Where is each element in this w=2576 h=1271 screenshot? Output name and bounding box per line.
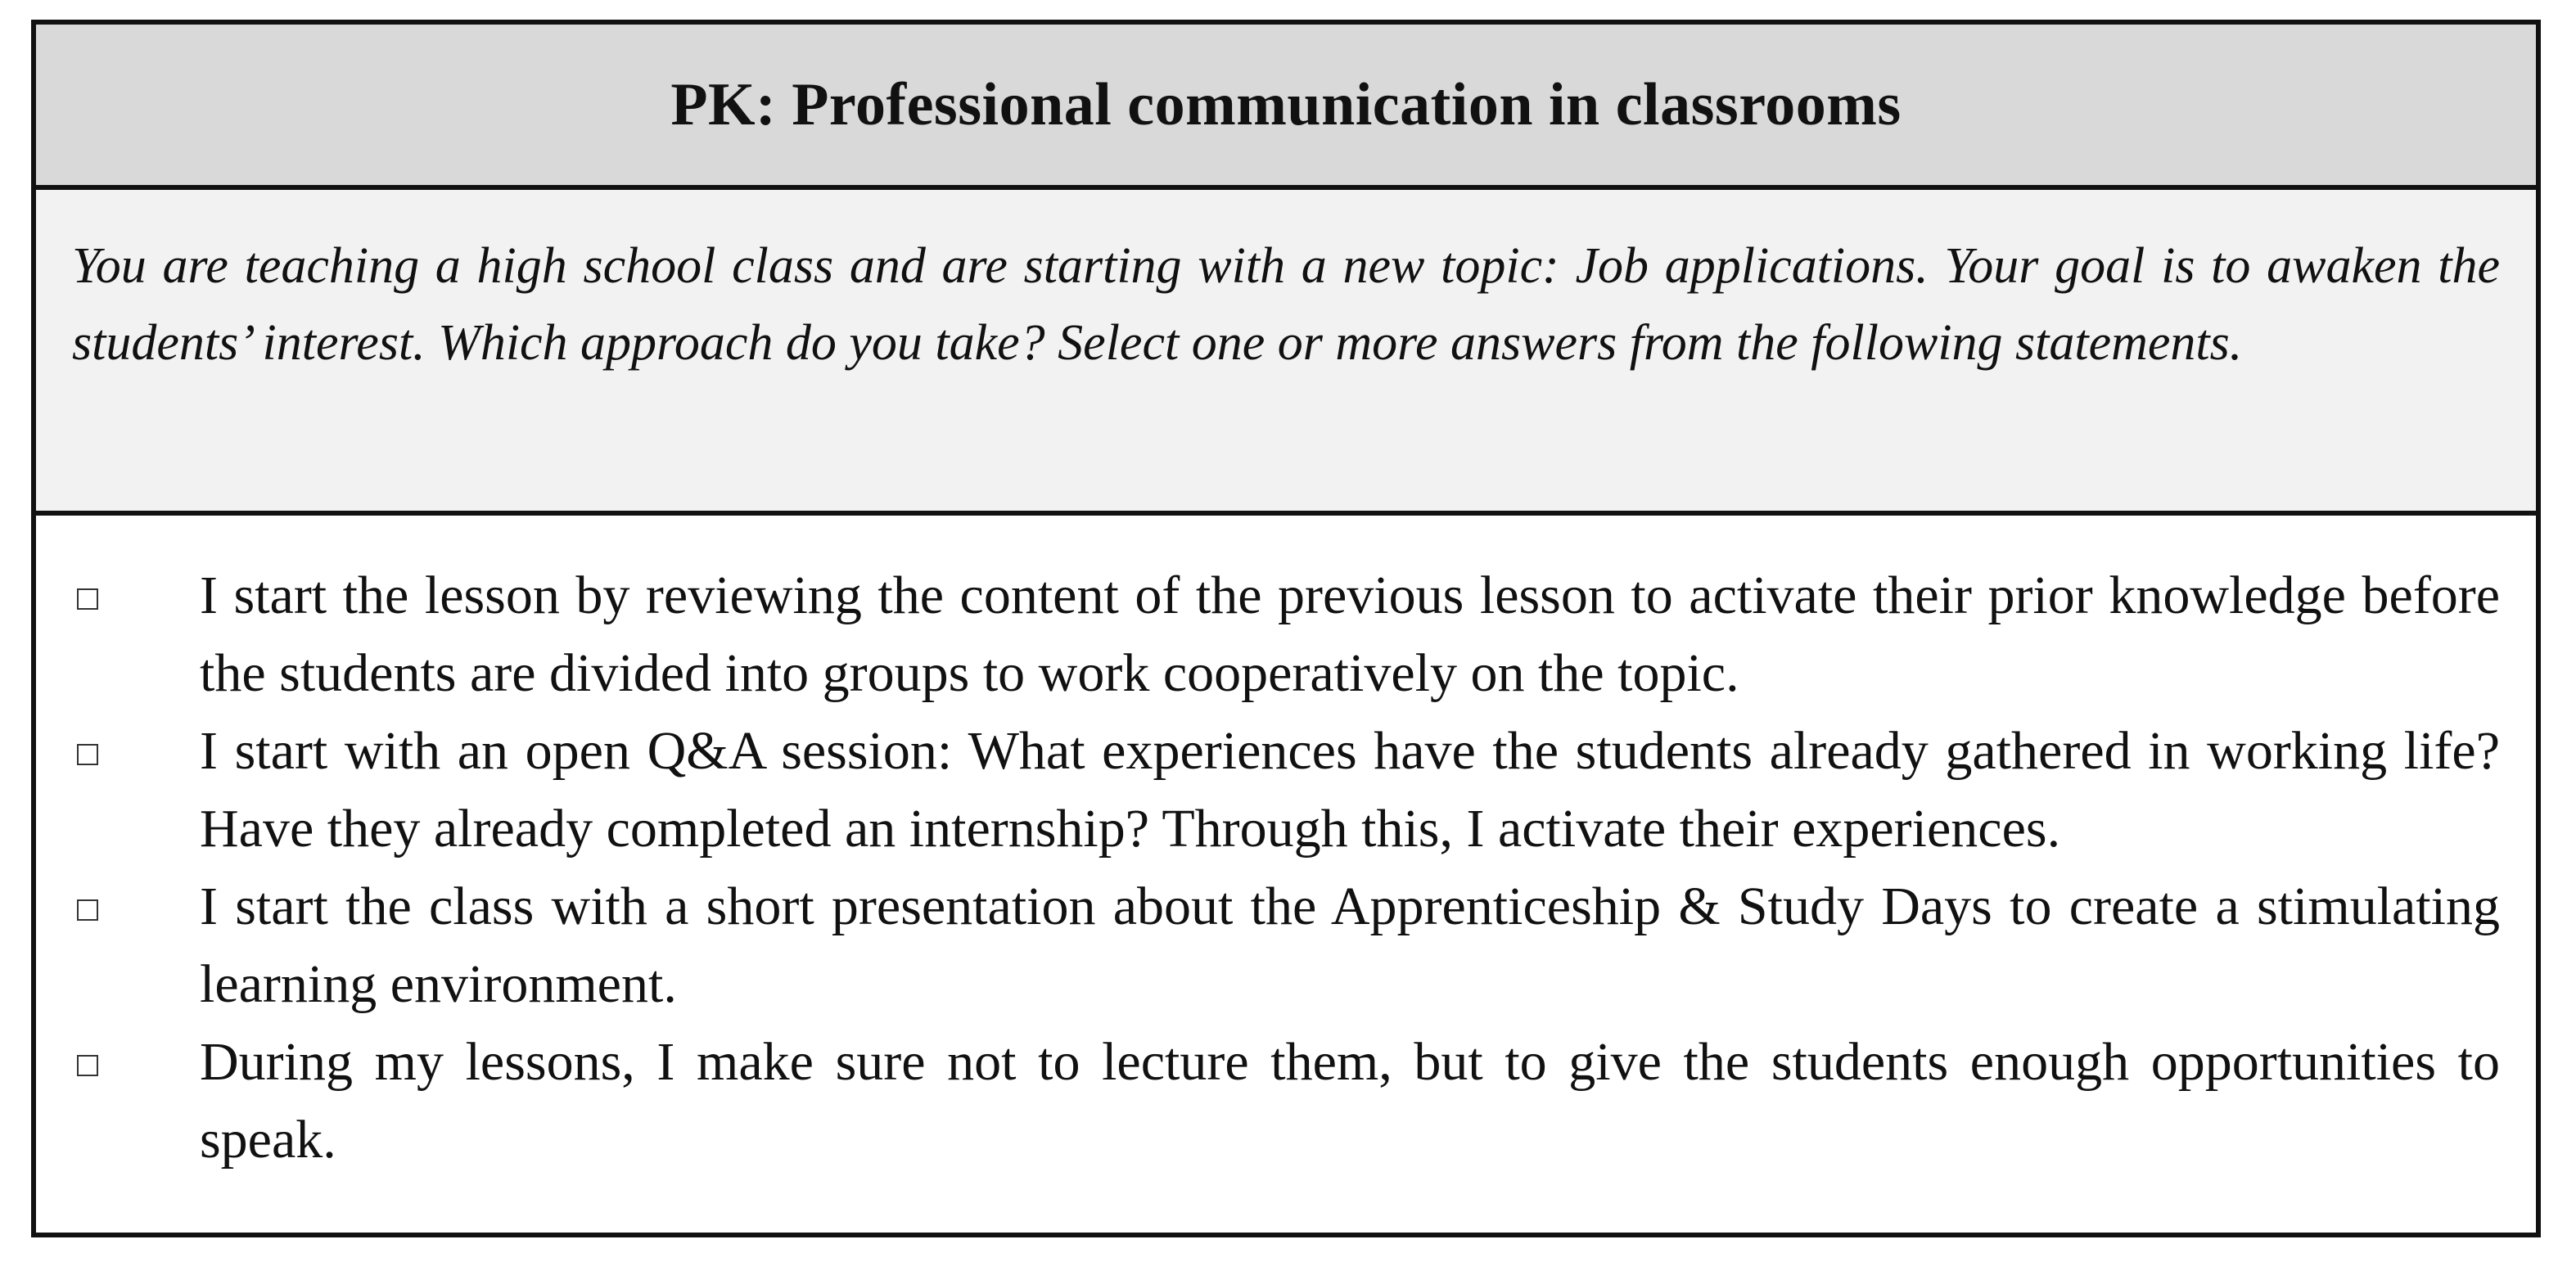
option-2-label: I start with an open Q&A session: What experiences have the students already gathered in working life? Have they already completed an internship? Through this, I activate their experiences. [200, 721, 2500, 859]
option-2-checkbox[interactable] [77, 744, 98, 765]
option-3[interactable] [65, 868, 2500, 1023]
option-2[interactable] [65, 712, 2500, 868]
option-1-checkbox[interactable] [77, 588, 98, 610]
question-prompt [36, 190, 2536, 516]
option-3-checkbox[interactable] [77, 899, 98, 921]
prompt-text: You are teaching a high school class and are starting with a new topic: Job applications. Your goal is to awaken the students’ interest. Which approach do you take? Select one or more answers from the following statements. [72, 238, 2500, 371]
option-4[interactable] [65, 1023, 2500, 1179]
question-card [31, 20, 2541, 1237]
option-4-label: During my lessons, I make sure not to lecture them, but to give the students enough opportunities to speak. [200, 1032, 2500, 1170]
option-3-label: I start the class with a short presentation about the Apprenticeship & Study Days to create a stimulating learning environment. [200, 877, 2500, 1014]
answer-options [36, 516, 2536, 1179]
option-1[interactable] [65, 557, 2500, 712]
question-title: PK: Professional communication in classrooms [670, 70, 1902, 138]
option-4-checkbox[interactable] [77, 1055, 98, 1076]
option-1-label: I start the lesson by reviewing the content of the previous lesson to activate their prior knowledge before the students are divided into groups to work cooperatively on the topic. [200, 566, 2500, 703]
question-header [36, 25, 2536, 190]
